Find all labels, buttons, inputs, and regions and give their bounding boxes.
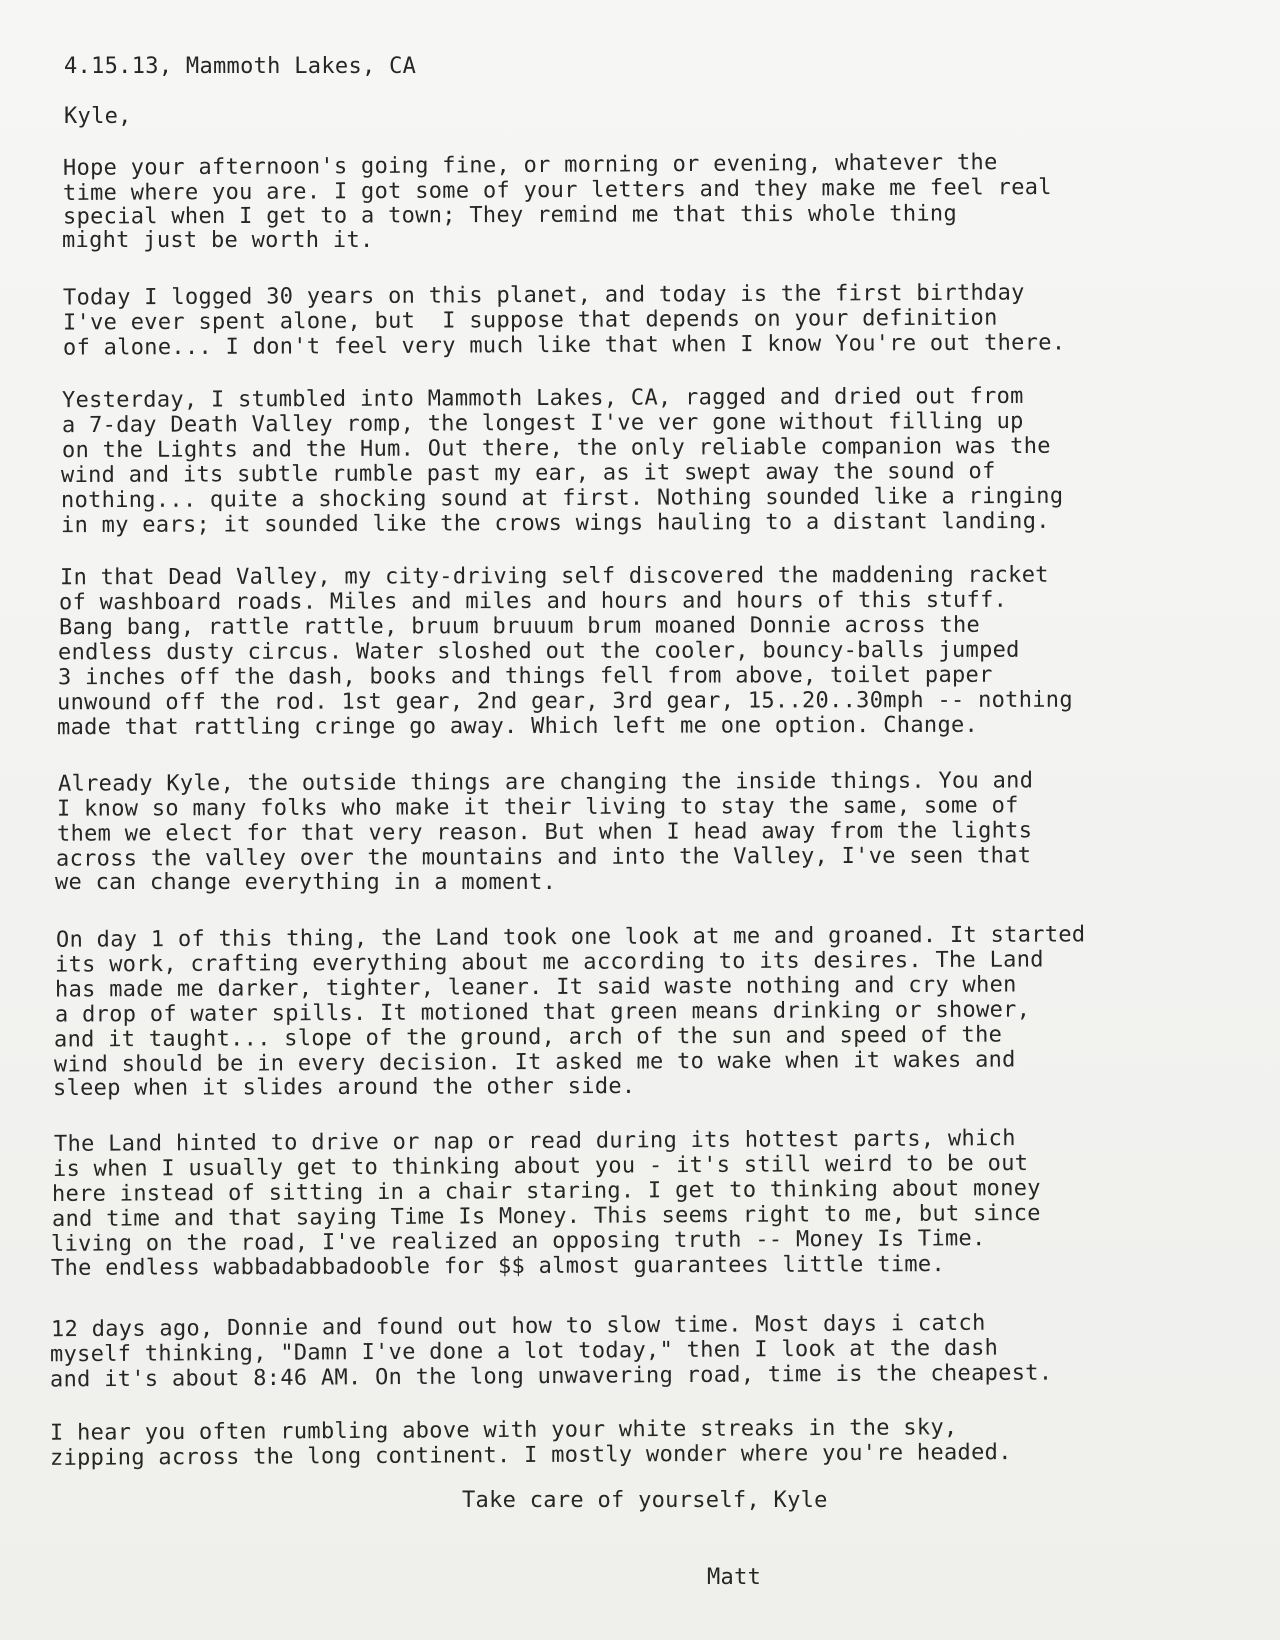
paragraph-line: of washboard roads. Miles and miles and hours and hours of this stuff. — [58, 587, 1008, 616]
paragraph-line: zipping across the long continent. I mostly wonder where you're headed. — [49, 1440, 1012, 1471]
paragraph-line: them we elect for that very reason. But when I head away from the lights — [56, 818, 1033, 847]
letter-closing: Take care of yourself, Kyle — [462, 1488, 828, 1513]
paragraph-line: 12 days ago, Donnie and found out how to slow time. Most days i catch — [50, 1310, 986, 1343]
paragraph-line: on the Lights and the Hum. Out there, the only reliable companion was the — [61, 433, 1051, 464]
paragraph-line: a drop of water spills. It motioned that green means drinking or shower, — [54, 997, 1031, 1028]
paragraph-line: and it's about 8:46 AM. On the long unwavering road, time is the cheapest. — [49, 1360, 1053, 1393]
paragraph-line: Hope your afternoon's going fine, or morning or evening, whatever the — [62, 150, 998, 181]
paragraph-line: unwound off the rod. 1st gear, 2nd gear, 3rd gear, 15..20..30mph -- nothing — [56, 687, 1073, 716]
paragraph-line: wind should be in every decision. It asked me to wake when it wakes and — [53, 1047, 1016, 1078]
paragraph-line: On day 1 of this thing, the Land took one look at me and groaned. It started — [55, 922, 1086, 953]
paragraph-line: I know so many folks who make it their living to stay the same, some of — [56, 793, 1019, 822]
paragraph-line: Bang bang, rattle rattle, bruum bruuum brum moaned Donnie across the — [58, 612, 981, 641]
paragraph-line: across the valley over the mountains and into the Valley, I've seen that — [55, 843, 1032, 872]
paragraph-line: is when I usually get to thinking about you - it's still weird to be out — [52, 1151, 1029, 1182]
paragraph-line: in my ears; it sounded like the crows wings hauling to a distant landing. — [60, 508, 1050, 539]
paragraph-line: might just be worth it. — [62, 228, 374, 253]
paragraph-line: Today I logged 30 years on this planet, and today is the first birthday — [62, 280, 1025, 311]
letter-date-location: 4.15.13, Mammoth Lakes, CA — [64, 54, 417, 79]
paragraph-line: I hear you often rumbling above with your white streaks in the sky, — [49, 1415, 958, 1446]
paragraph-line: In that Dead Valley, my city-driving self discovered the maddening racket — [59, 562, 1049, 591]
paragraph-line: endless dusty circus. Water sloshed out the cooler, bouncy-balls jumped — [57, 637, 1020, 666]
paragraph-line: and it taught... slope of the ground, arch of the sun and speed of the — [53, 1022, 1003, 1053]
paragraph-line: Yesterday, I stumbled into Mammoth Lakes, CA, ragged and dried out from — [61, 383, 1024, 414]
paragraph-line: its work, crafting everything about me according to its desires. The Land — [54, 947, 1044, 978]
paragraph-line: sleep when it slides around the other side. — [52, 1073, 636, 1102]
paragraph-line: has made me darker, tighter, leaner. It said waste nothing and cry when — [54, 972, 1017, 1003]
paragraph-line: a 7-day Death Valley romp, the longest I've ver gone without filling up — [61, 408, 1024, 439]
paragraph-line: of alone... I don't feel very much like that when I know You're out there. — [62, 330, 1066, 361]
paragraph-line: The Land hinted to drive or nap or read during its hottest parts, which — [53, 1126, 1016, 1157]
paragraph-line: we can change everything in a moment. — [55, 870, 557, 895]
paragraph-line: time where you are. I got some of your letters and they make me feel real — [62, 174, 1052, 207]
paragraph-line: made that rattling cringe go away. Which left me one option. Change. — [56, 712, 979, 741]
paragraph-line: Already Kyle, the outside things are changing the inside things. You and — [57, 768, 1034, 797]
paragraph-line: special when I get to a town; They remind me that this whole thing — [62, 201, 958, 230]
paragraph-line: I've ever spent alone, but I suppose that depends on your definition — [62, 305, 998, 336]
paragraph-line: wind and its subtle rumble past my ear, as it swept away the sound of — [60, 458, 996, 489]
paragraph-line: living on the road, I've realized an opposing truth -- Money Is Time. — [50, 1226, 986, 1257]
paragraph-line: 3 inches off the dash, books and things fell from above, toilet paper — [57, 662, 993, 691]
paragraph-line: here instead of sitting in a chair staring. I get to thinking about money — [51, 1175, 1041, 1208]
paragraph-line: nothing... quite a shocking sound at first. Nothing sounded like a ringing — [60, 483, 1064, 514]
letter-salutation: Kyle, — [64, 104, 132, 129]
paragraph-line: myself thinking, "Damn I've done a lot today," then I look at the dash — [49, 1335, 999, 1368]
letter-signature: Matt — [707, 1565, 762, 1590]
paragraph-line: The endless wabbadabbadooble for $$ almost guarantees little time. — [50, 1252, 946, 1281]
paragraph-line: and time and that saying Time Is Money. This seems right to me, but since — [51, 1200, 1041, 1233]
